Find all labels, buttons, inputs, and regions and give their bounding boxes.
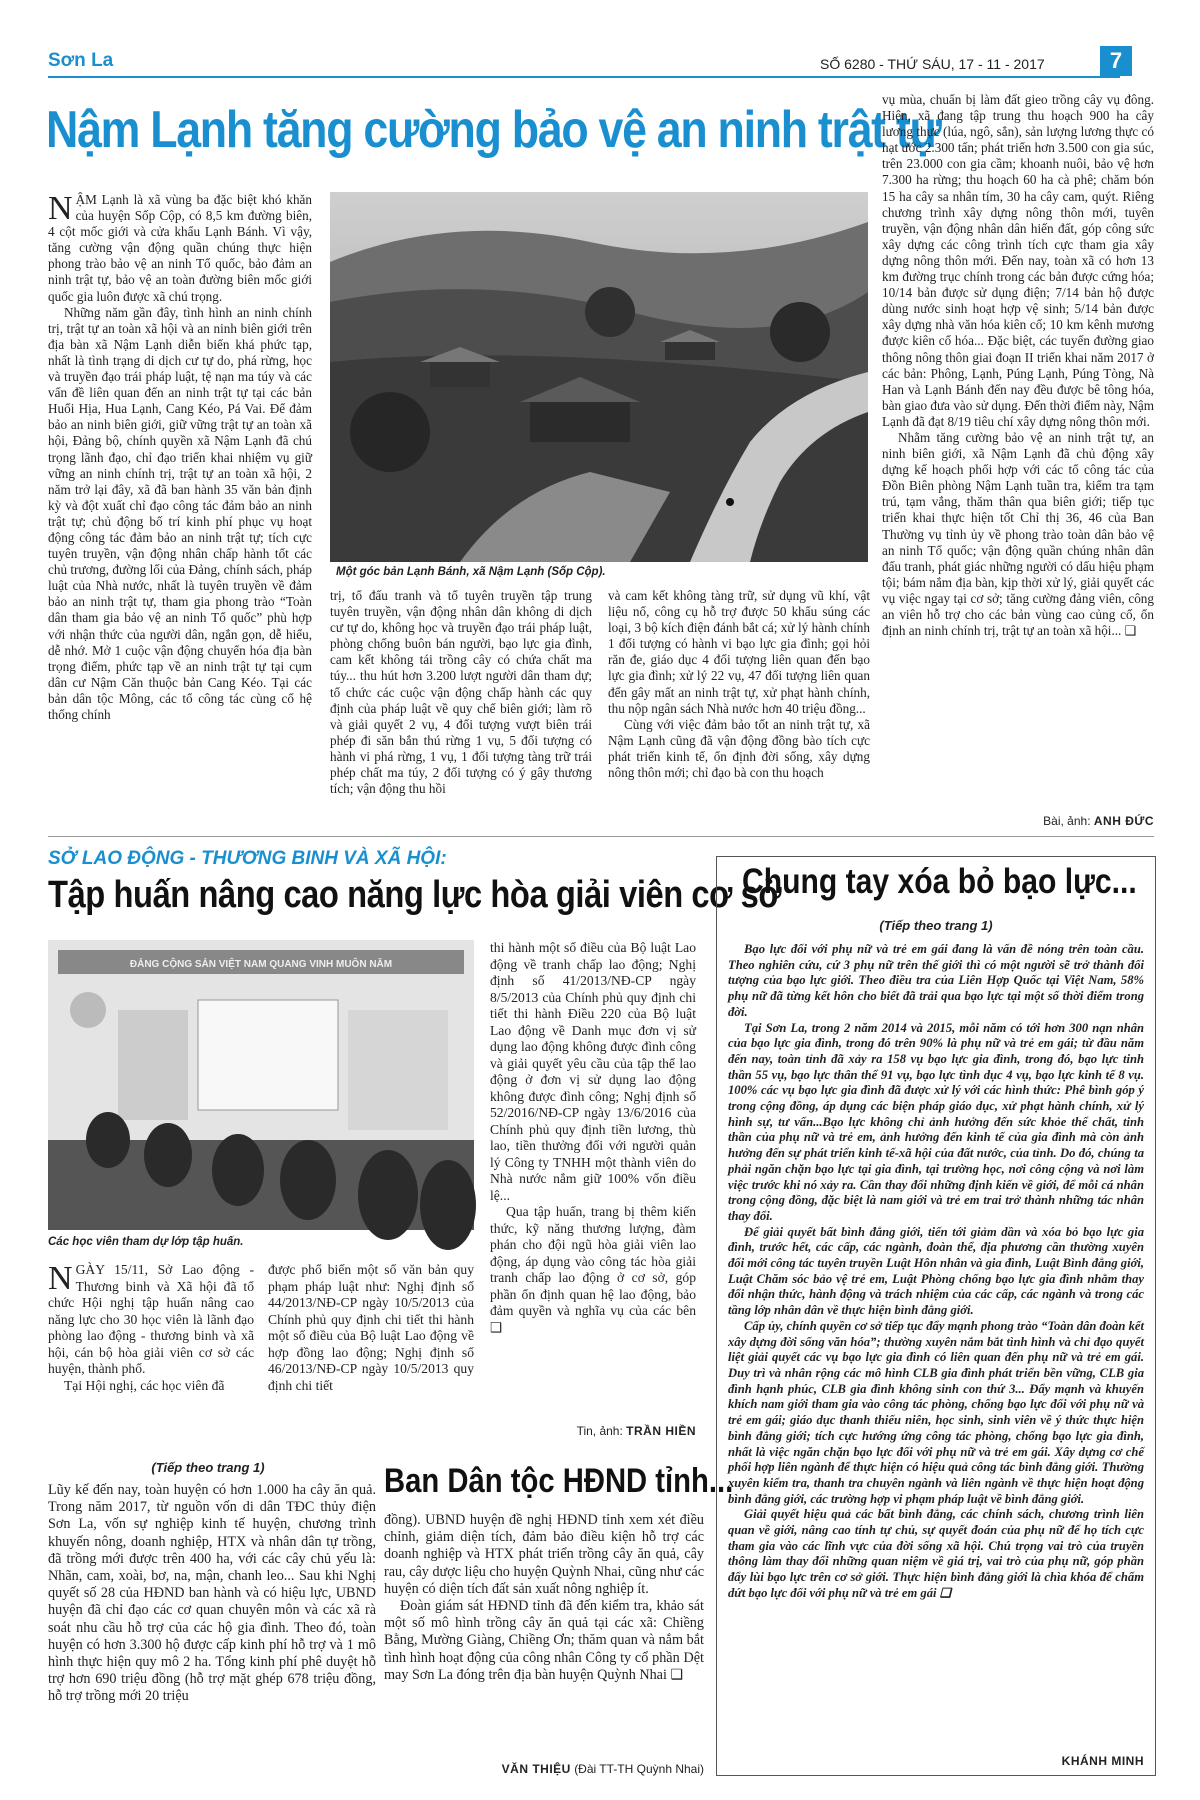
article2-dropcap: N <box>48 1260 73 1297</box>
article3-credit <box>728 1754 1144 1768</box>
article3-paragraph: Cấp ủy, chính quyền cơ sở tiếp tục đẩy mạnh phong trào “Toàn dân đoàn kết xây dựng đời sống văn hóa”; thường xuyên nắm bắt tình hình và chỉ đạo quyết liệt giải quyết các vụ bạo lực gia đình có liên quan đến phụ nữ và trẻ em gái. Duy trì và nhân rộng các mô hình CLB gia đình phát triển bền vững, CLB gia đình hạnh phúc, CLB gia đình không sinh con thứ 3... Đẩy mạnh và khuyến khích nam giới tham gia vào công tác phòng, chống bạo lực đối với phụ nữ và trẻ em gái; giáo dục thanh thiếu niên, học sinh, sinh viên về ý thức thực hiện bình đẳng giới; tích cực hướng ứng công tác phòng, chống bạo lực gia đình, nhất là việc ngăn chặn bạo lực đối với phụ nữ và trẻ em gái. Xây dựng cơ chế phối hợp liên ngành để thực hiện có hiệu quả công tác bình đẳng giới. Thường xuyên kiểm tra, thanh tra chuyên ngành và liên ngành về thực hiện hoạt động bình đẳng giới, các trường hợp vi phạm pháp luật về bình đẳng giới. <box>728 1318 1144 1506</box>
article2-colB <box>268 1262 474 1442</box>
article2-paragraph: thi hành một số điều của Bộ luật Lao động về tranh chấp lao động; Nghị định số 41/2013/NĐ-CP ngày 8/5/2013 của Chính phủ quy định chi tiết thi hành Điều 220 của Bộ luật Lao động về Danh mục đơn vị sử dụng lao động không được đình công và giải quyết yêu cầu của tập thể lao động ở đơn vị sử dụng lao động không được đình công; Nghị định số 52/2016/NĐ-CP ngày 13/6/2016 của Chính phủ quy định tiền lương, thù lao, tiền thưởng đối với người quản lý Công ty TNHH một thành viên do Nhà nước nắm giữ 100% vốn điều lệ... <box>490 940 696 1203</box>
article2-photo <box>48 940 474 1230</box>
article5-paragraph: Đoàn giám sát HĐND tỉnh đã đến kiểm tra, khảo sát một số mô hình trồng cây ăn quả tại các xã: Chiềng Bằng, Mường Giàng, Chiềng Ơn; thăm quan và nắm bắt tình hình hoạt động của công nhân Công ty cổ phần Dệt may Sơn La đóng trên địa bàn huyện Quỳnh Nhai ❑ <box>384 1598 704 1683</box>
article3-paragraph: Bạo lực đối với phụ nữ và trẻ em gái đang là vấn đề nóng trên toàn cầu. Theo nghiên cứu, cứ 3 phụ nữ trên thế giới thì có một người sẽ trở thành đối tượng của bạo lực giới. Theo điều tra của Liên Hợp Quốc tại Việt Nam, 58% phụ nữ đã từng kết hôn cho biết đã trải qua bạo lực tại một số thời điểm trong đời. <box>728 942 1144 1019</box>
credit-author: TRẦN HIỀN <box>626 1424 696 1438</box>
credit-author: VĂN THIỆU <box>501 1762 571 1776</box>
page-number: 7 <box>1100 46 1132 76</box>
article2-paragraph: Tại Hội nghị, các học viên đã <box>64 1377 225 1393</box>
article2-credit <box>490 1424 696 1438</box>
article1-col4 <box>882 92 1154 818</box>
article2-colR <box>490 940 696 1335</box>
article1-photo <box>330 192 868 562</box>
article1-col3 <box>608 588 870 830</box>
article1-photo-caption: Một góc bản Lạnh Bánh, xã Nậm Lạnh (Sốp Cộp). <box>336 566 606 578</box>
article1-paragraph: ẬM Lạnh là xã vùng ba đặc biệt khó khăn của huyện Sốp Cộp, có 8,5 km đường biên, 4 cột mốc giới và cửa khẩu Lạnh Bánh. Vì vậy, tăng cường vận động quần chúng thực hiện phong trào bảo vệ an ninh Tổ quốc, bảo đảm an ninh trật tự, bảo vệ an toàn đường biên mốc giới quốc gia luôn được xã chú trọng. <box>48 192 312 304</box>
article1-col1 <box>48 192 312 830</box>
article3-paragraph: Tại Sơn La, trong 2 năm 2014 và 2015, mỗi năm có tới hơn 300 nạn nhân của bạo lực gia đình, trong đó trên 90% là phụ nữ và trẻ em gái; từ đầu năm đến nay, toàn tỉnh đã xảy ra 158 vụ bạo lực gia đình, trong đó, bạo lực tinh thần 55 vụ, bạo lực thân thể 91 vụ, bạo lực tình dục 4 vụ, bạo lực kinh tế 8 vụ. 100% các vụ bạo lực gia đình đã được xử lý với các hình thức: Phê bình góp ý trong cộng đồng, áp dụng các biện pháp giáo dục, xử phạt hành chính, xử lý hình sự, tư vấn...Bạo lực không chỉ ảnh hưởng đến sức khỏe thể chất, tinh thần của phụ nữ và trẻ em, ảnh hưởng đến kinh tế của gia đình mà còn ảnh hưởng đến sự phát triển kinh tế-xã hội của đất nước, của tỉnh. Do đó, chúng ta phải ngăn chặn bạo lực tại gia đình, tại trường học, nơi công cộng và nơi làm việc trước khi nó xảy ra. Cần thay đổi những định kiến về giới, để mỗi cá nhân trong cộng đồng, đặc biệt là nam giới và trẻ em trai trở thành những tác nhân thay đổi. <box>728 1020 1144 1223</box>
article3-body <box>728 942 1144 1752</box>
article2-paragraph: Qua tập huấn, trang bị thêm kiến thức, kỹ năng thương lượng, đàm phán cho đội ngũ hòa giải viên lao động, áp dụng vào công tác hòa giải tranh chấp lao động ở cơ sở, góp phần ổn định quan hệ lao động, bảo đảm quyền và nghĩa vụ của các bên ❑ <box>490 1204 696 1335</box>
article1-dropcap: N <box>48 190 73 227</box>
article1-paragraph: Nhằm tăng cường bảo vệ an ninh trật tự, an ninh biên giới, xã Nậm Lạnh đã chủ động xây dựng kế hoạch phối hợp với các tổ công tác của Đồn Biên phòng Nậm Lạnh tuần tra, kiểm tra tạm trú, tạm vắng, thăm thân qua biên giới; tiếp tục triển khai thực hiện tốt Chỉ thị 36, 46 của Ban Thường vụ tỉnh ủy về phong trào toàn dân bảo vệ an ninh Tổ quốc; vận động quần chúng nhân dân đấu tranh, phát giác những người có dấu hiệu phạm tội; bám nắm địa bàn, kịp thời xử lý, giải quyết các vụ việc ngay tại cơ sở; tăng cường đảng viên, công an viên hỗ trợ cho các bản vùng cao củng cố, ổn định an ninh chính trị, trật tự an toàn xã hội... ❑ <box>882 429 1154 639</box>
article3-paragraph: Giải quyết hiệu quả các bất bình đẳng, các chính sách, chương trình liên quan về giới, nâng cao tính tự chủ, sự quyết đoán của phụ nữ để họ tích cực tham gia vào các lĩnh vực của đời sống xã hội. Chú trọng vai trò của truyền thông làm thay đổi những quan niệm về giá trị, vai trò của phụ nữ, góp phần đẩy lùi bạo lực trên cơ sở giới. Thực hiện bình đẳng giới là chìa khóa để chấm dứt bạo lực đối với phụ nữ và trẻ em gái ❑ <box>728 1507 1144 1600</box>
article4-paragraph: Lũy kế đến nay, toàn huyện có hơn 1.000 ha cây ăn quả. Trong năm 2017, từ nguồn vốn di dân TĐC thủy điện Sơn La, vốn sự nghiệp kinh tế huyện, chương trình khuyến nông, doanh nghiệp, HTX và nhân dân tự trồng, đã trồng mới được trên 400 ha, với các cây chủ yếu là: Nhãn, cam, xoài, bơ, na, mận, chanh leo... Sau khi Nghị quyết số 28 của HĐND ban hành và có hiệu lực, UBND huyện đã chỉ đạo các cơ quan chuyên môn và các xã rà soát nhu cầu hỗ trợ của các hộ gia đình. Theo đó, toàn huyện có hơn 3.300 hộ được cấp kinh phí hỗ trợ và 1 mô hình thực hiện quy mô 2 ha. Tổng kinh phí phê duyệt hỗ trợ hơn 690 triệu đồng (hỗ trợ mặt ghép 678 triệu đồng, hỗ trợ trồng mới 20 triệu <box>48 1482 376 1705</box>
article5-body <box>384 1512 704 1762</box>
article4-body <box>48 1482 376 1782</box>
article3-paragraph: Để giải quyết bất bình đẳng giới, tiến tới giảm dần và xóa bỏ bạo lực gia đình, trước hết, các cấp, các ngành, đoàn thể, địa phương cần thường xuyên đổi mới công tác tuyên truyền Luật Hôn nhân và gia đình, Luật Bình đẳng giới, Luật Chăm sóc bảo vệ trẻ em, Luật Phòng chống bạo lực gia đình nhằm thay đổi nhận thức, hành động và trách nhiệm của các cấp, các ngành và trong các tầng lớp nhân dân về thực hiện bình đẳng giới. <box>728 1224 1144 1318</box>
article3-continued: (Tiếp theo trang 1) <box>879 918 993 933</box>
credit-author: ANH ĐỨC <box>1093 814 1154 828</box>
article1-paragraph: vụ mùa, chuẩn bị làm đất gieo trồng cây vụ đông. Hiện, xã đang tập trung thu hoạch 900 ha cây lương thực (lúa, ngô, sắn), sản lượng lương thực có hạt ước 2.300 tấn; phát triển hơn 3.500 con gia súc, trên 23.000 con gia cầm; khoanh nuôi, bảo vệ hơn 7.300 ha rừng; thu hoạch 60 ha cà phê; chăm bón 15 ha cây sa nhân tím, 30 ha cây cam, quýt. Riêng chương trình xây dựng nông thôn mới, tuyên truyền, vận động nhân dân hiến đất, góp công sức xây dựng các công trình tích cực tham gia xây dựng nông thôn mới. Đến nay, toàn xã có hơn 13 km đường trục chính trong các bản được cứng hóa; 10/14 bản được sử dụng điện; 7/14 bản hộ được dùng nước sinh hoạt hợp vệ sinh; 5/14 bản được xây dựng nhà văn hóa kiên cố; 10 km kênh mương được kiên cố hóa... Đặc biệt, các tuyến đường giao thông nông thôn giai đoạn II triển khai năm 2017 ở các bản: Phông, Lạnh, Púng Lạnh, Púng Tòng, Nà Han và Lạnh Bánh đến nay đều được bê tông hóa, bàn giao đưa vào sử dụng. Đến thời điểm này, Nậm Lạnh đã đạt 8/19 tiêu chí xây dựng nông thôn mới. <box>882 92 1154 429</box>
article2-title: Tập huấn nâng cao năng lực hòa giải viên cơ sở <box>48 874 782 916</box>
article5-title: Ban Dân tộc HĐND tỉnh... <box>384 1462 734 1500</box>
credit-author: KHÁNH MINH <box>1061 1754 1144 1768</box>
slide-banner-text: ĐẢNG CỘNG SẢN VIỆT NAM QUANG VINH MUÔN NĂM <box>129 959 393 970</box>
article2-paragraph: GÀY 15/11, Sở Lao động - Thương binh và Xã hội đã tổ chức Hội nghị tập huấn nâng cao năng lực cho 30 học viên là lãnh đạo phòng lao động - thương binh và xã hội, cán bộ hòa giải viên cơ sở các huyện, thành phố. <box>48 1262 254 1376</box>
article3-title: Chung tay xóa bỏ bạo lực... <box>742 862 1137 901</box>
article1-paragraph: trị, tổ đấu tranh và tổ tuyên truyền tập trung tuyên truyền, vận động nhân dân không di dịch cư tự do, không học và truyền đạo trái pháp luật, phòng chống buôn bán người, bạo lực gia đình, cam kết không tái trồng cây có chứa chất ma túy... thu hút hơn 3.200 lượt người dân tham dự; tổ chức các cuộc vận động chấp hành các quy định của pháp luật về quy chế biên giới; làm rõ và giải quyết 2 vụ, 4 đối tượng vượt biên trái phép đi săn bắn thú rừng 1 vụ, 5 đối tượng có hành vi phá rừng, 1 vụ, 1 đối tượng tàng trữ trái phép chất ma túy, 2 đối tượng có ý gây thương tích; vận động thu hồi <box>330 588 592 797</box>
issue-date: SỐ 6280 - THỨ SÁU, 17 - 11 - 2017 <box>820 56 1045 72</box>
article5-paragraph: đồng). UBND huyện đề nghị HĐND tỉnh xem xét điều chỉnh, giảm diện tích, đảm bảo điều kiện hỗ trợ các doanh nghiệp và HTX phát triển trồng cây ăn quả, cây rau, cây dược liệu cho huyện Quỳnh Nhai, cũng như các huyện có diện tích đất sản xuất nông nghiệp ít. <box>384 1512 704 1597</box>
article1-paragraph: Những năm gần đây, tình hình an ninh chính trị, trật tự an toàn xã hội và an ninh biên giới trên địa bàn xã Nậm Lạnh diễn biến khá phức tạp, nhất là tình trạng di dịch cư tự do, phá rừng, học và truyền đạo trái pháp luật, tệ nạn ma túy và các vấn đề liên quan đến an ninh trật tự tại các bản Huổi Hịa, Hua Lạnh, Cang Kéo, Pá Vai. Để đảm bảo an ninh biên giới, giữ vững trật tự an toàn xã hội, Đảng bộ, chính quyền xã Nậm Lạnh đã chú trọng lãnh đạo, chỉ đạo triển khai nhiệm vụ giữ vững an ninh chính trị, trật tự an toàn xã hội, 2 năm trở lại đây, xã đã ban hành 35 văn bản định kỳ và đột xuất chỉ đạo công tác đảm bảo an ninh trật tự; chủ động bố trí kinh phí phục vụ hoạt động công tác đảm bảo an ninh trật tự; tích cực tuyên truyền, vận động nhân chấp hành tốt các chủ trương, đường lối của Đảng, chính sách, pháp luật của Nhà nước, nhất là tuyên truyền về đảm bảo an ninh trật tự, tham gia phong trào “Toàn dân tham gia bảo vệ an ninh Tổ quốc” phù hợp với nhận thức của người dân, ngắn gọn, dễ hiểu, dễ nhớ. Mở 1 cuộc vận động chuyển hóa địa bàn trọng điểm, phức tạp về an ninh trật tự tại cụm dân cư Nậm Căn thuộc bản Cang Kéo. Tại các bản dân tộc Mông, các tổ công tác cùng cố hệ thống chính <box>48 304 312 722</box>
article1-paragraph: Cùng với việc đảm bảo tốt an ninh trật tự, xã Nậm Lạnh cũng đã vận động đồng bào tích cực phát triển kinh tế, ổn định đời sống, xây dựng nông thôn mới; chỉ đạo bà con thu hoạch <box>608 716 870 781</box>
article1-paragraph: và cam kết không tàng trữ, sử dụng vũ khí, vật liệu nổ, công cụ hỗ trợ được 50 khẩu súng các loại, 3 bộ kích điện đánh bắt cá; xử lý hành chính 1 đối tượng có hành vi bạo lực gia đình; gọi hỏi răn đe, giáo dục 4 đối tượng liên quan đến bạo lực gia đình; xử lý 22 vụ, 47 đối tượng liên quan đến gây mất an ninh trật tự, xử phạt hành chính, thu nộp ngân sách Nhà nước hơn 40 triệu đồng... <box>608 588 870 716</box>
article1-col2 <box>330 588 592 830</box>
article1-credit <box>882 814 1154 828</box>
credit-label: Tin, ảnh: <box>576 1424 623 1438</box>
article4-continued: (Tiếp theo trang 1) <box>151 1460 265 1475</box>
header-rule <box>48 76 1120 78</box>
section-divider <box>48 836 1154 837</box>
article1-title: Nậm Lạnh tăng cường bảo vệ an ninh trật tự <box>46 101 941 159</box>
credit-label: Bài, ảnh: <box>1043 814 1091 828</box>
article5-credit <box>384 1762 704 1776</box>
article2-paragraph: được phổ biến một số văn bản quy phạm pháp luật như: Nghị định số 44/2013/NĐ-CP ngày 10/5/2013 của Chính phủ quy định chi tiết thi hành một số điều của Bộ luật Lao động về hợp đồng lao động; Nghị định số 46/2013/NĐ-CP ngày 10/5/2013 quy định chi tiết <box>268 1262 474 1393</box>
article2-photo-caption: Các học viên tham dự lớp tập huấn. <box>48 1236 244 1248</box>
section-name: Sơn La <box>48 50 114 71</box>
article2-colA <box>48 1262 254 1442</box>
credit-source: (Đài TT-TH Quỳnh Nhai) <box>574 1762 704 1776</box>
article2-kicker: SỞ LAO ĐỘNG - THƯƠNG BINH VÀ XÃ HỘI: <box>48 848 447 869</box>
